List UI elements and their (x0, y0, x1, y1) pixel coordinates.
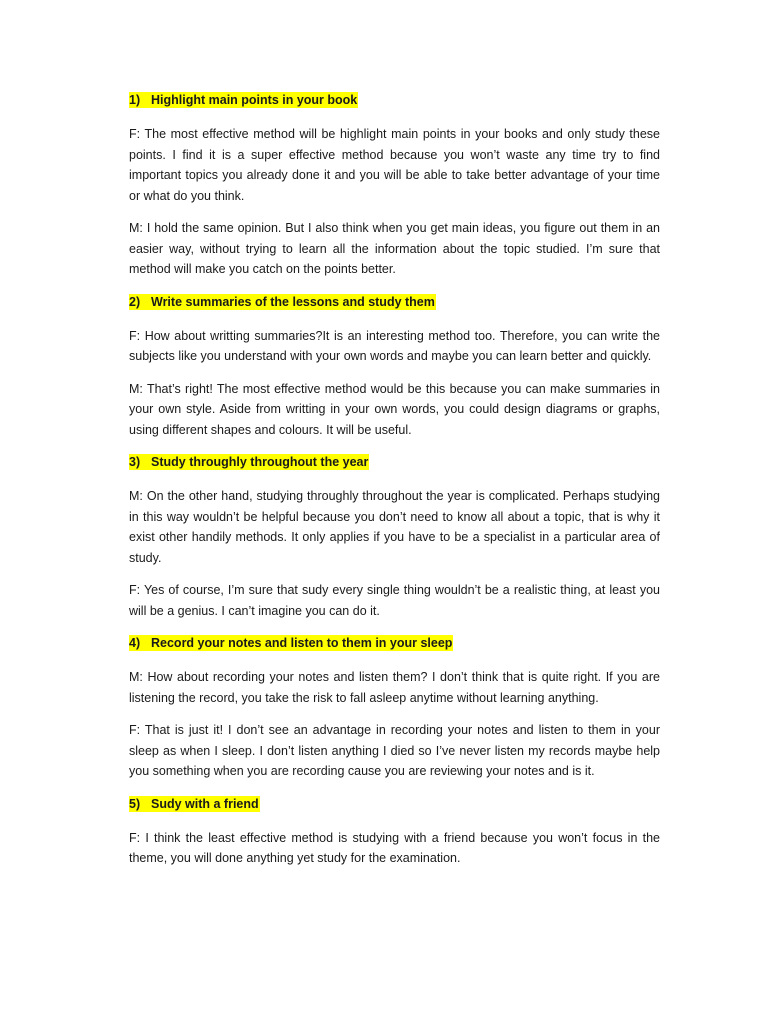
section-title: Sudy with a friend (151, 796, 259, 811)
dialogue-paragraph: F: How about writting summaries?It is an interesting method too. Therefore, you can write the subjects like you understand with your own words and maybe you can learn better and quickly. (129, 328, 660, 363)
highlighted-heading (129, 92, 358, 108)
dialogue-paragraph: F: I think the least effective method is studying with a friend because you won’t focus in the theme, you will done anything yet study for the examination. (129, 830, 660, 865)
document-page (129, 90, 660, 881)
section-heading (129, 794, 660, 814)
section-2 (129, 292, 660, 441)
section-number: 1) (129, 93, 141, 107)
section-title: Record your notes and listen to them in your sleep (151, 636, 453, 650)
section-heading (129, 633, 660, 653)
section-heading (129, 452, 660, 472)
section-heading (129, 90, 660, 110)
section-title: Highlight main points in your book (151, 93, 358, 107)
section-title: Write summaries of the lessons and study them (151, 294, 435, 309)
section-5 (129, 794, 660, 869)
highlighted-heading (129, 454, 369, 470)
dialogue-paragraph: M: How about recording your notes and listen them? I don’t think that is quite right. If you are listening the record, you take the risk to fall asleep anytime without learning anything. (129, 670, 660, 705)
dialogue-paragraph: M: That’s right! The most effective method would be this because you can make summaries in your own style. Aside from writting in your own words, you could design diagrams or graphs, using different shapes and colours. It will be useful. (129, 381, 660, 437)
highlighted-heading (129, 796, 260, 812)
dialogue-paragraph: F: That is just it! I don’t see an advantage in recording your notes and listen to them in your sleep as when I sleep. I don’t listen anything I died so I’ve never listen my records maybe help you something when you are recording cause you are reviewing your notes and is it. (129, 723, 660, 778)
dialogue-paragraph: M: I hold the same opinion. But I also think when you get main ideas, you figure out them in an easier way, without trying to learn all the information about the topic studied. I’m sure that method will make you catch on the points better. (129, 221, 660, 276)
dialogue-paragraph: F: Yes of course, I’m sure that sudy every single thing wouldn’t be a realistic thing, at least you will be a genius. I can’t imagine you can do it. (129, 583, 660, 618)
section-1 (129, 90, 660, 280)
dialogue-paragraph: M: On the other hand, studying throughly throughout the year is complicated. Perhaps studying in this way wouldn’t be helpful because you don’t need to know all about a topic, that is why it exist other handily methods. It only applies if you have to be a specialist in a particular area of study. (129, 489, 660, 565)
section-heading (129, 292, 660, 312)
section-number: 5) (129, 796, 141, 811)
section-4 (129, 633, 660, 782)
section-title: Study throughly throughout the year (151, 455, 369, 469)
section-number: 4) (129, 636, 141, 650)
highlighted-heading (129, 635, 453, 651)
section-number: 3) (129, 455, 141, 469)
dialogue-paragraph: F: The most effective method will be highlight main points in your books and only study these points. I find it is a super effective method because you won’t waste any time try to find important topics you already done it and you will be able to take better advantage of your time or what do you think. (129, 127, 660, 203)
section-3 (129, 452, 660, 621)
section-number: 2) (129, 294, 141, 309)
highlighted-heading (129, 294, 436, 310)
